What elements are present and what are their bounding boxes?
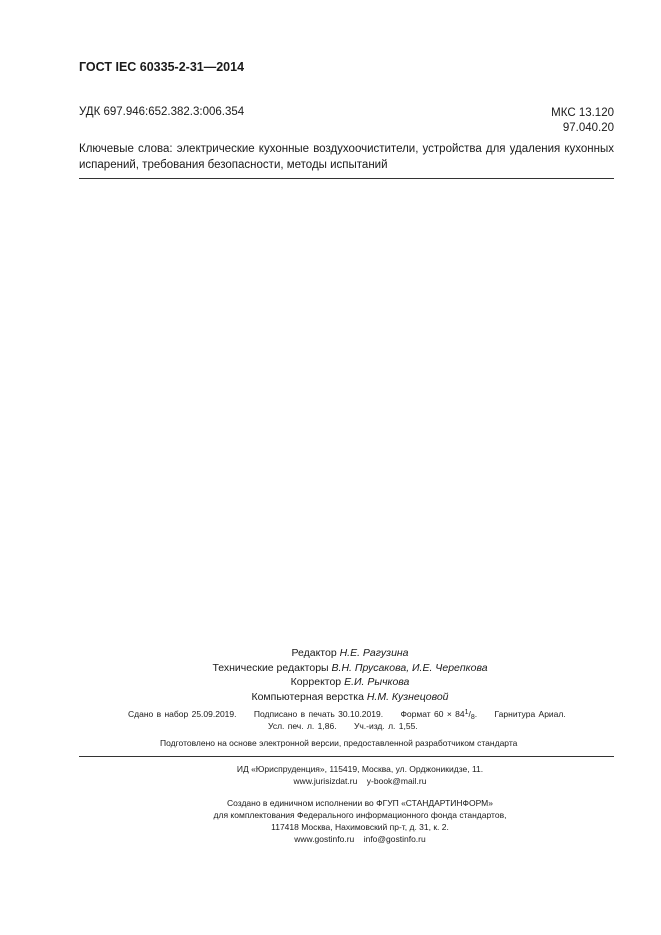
layout-label: Компьютерная верстка [251,690,364,703]
tech-editors-label: Технические редакторы [212,661,329,674]
keywords-paragraph: Ключевые слова: электрические кухонные воздухоочистители, устройства для удаления кухонных испарений, требования безопасности, методы испытаний [79,143,614,171]
publisher-contacts [150,775,570,787]
standard-code: ГОСТ IEC 60335-2-31—2014 [79,60,245,74]
print-info-row-2 [268,721,418,731]
publisher-address: ИД «Юриспруденция», 115419, Москва, ул. Орджоникидзе, 11. [236,764,484,774]
editor-name: Н.Е. Рагузина [339,647,409,659]
publisher-block [150,763,570,787]
tech-editors-names: В.Н. Прусакова, И.Е. Черепкова [331,661,488,674]
typeface: Гарнитура Ариал. [494,709,566,719]
tech-editors-line [150,661,550,676]
prepared-note: Подготовлено на основе электронной версии, предоставленной разработчиком стандарта [160,738,518,748]
printer-address: 117418 Москва, Нахимовский пр-т, д. 31, к. 2. [271,822,449,832]
publisher-email-link[interactable]: y-book@mail.ru [366,776,427,786]
paper-format: Формат $60 \times 84^1/_8$. [400,709,478,721]
proofreader-line [150,675,550,690]
printer-contacts [150,833,570,845]
mks-line-2: 97.040.20 [562,122,614,134]
editor-line [150,646,550,661]
editor-label: Редактор [291,647,337,659]
printer-line-2: для комплектования Федерального информационного фонда стандартов, [213,810,507,820]
submitted-date: Сдано в набор 25.09.2019. [128,709,237,719]
printer-site-link[interactable]: www.gostinfo.ru [294,834,355,844]
print-info-row-1 [128,709,566,721]
credits-block [150,646,550,704]
keywords-divider [79,178,614,179]
proofreader-name: Е.И. Рычкова [344,676,410,688]
layout-name: Н.М. Кузнецовой [366,690,449,703]
publisher-sheets: Уч.-изд. л. 1,55. [353,721,418,731]
layout-line [150,690,550,705]
printer-line-1: Создано в единичном исполнении во ФГУП «СТАНДАРТИНФОРМ» [226,798,493,808]
publisher-site-link[interactable]: www.jurisizdat.ru [293,776,358,786]
print-sheets: Усл. печ. л. 1,86. [268,721,337,731]
printer-email-link[interactable]: info@gostinfo.ru [363,834,426,844]
signed-date: Подписано в печать 30.10.2019. [253,709,384,719]
proofreader-label: Корректор [290,676,342,688]
printer-block [150,797,570,845]
udk-code: УДК 697.946:652.382.3:006.354 [79,106,245,118]
footer-divider [79,756,614,757]
mks-codes [551,106,614,136]
mks-line-1: МКС 13.120 [551,107,614,119]
